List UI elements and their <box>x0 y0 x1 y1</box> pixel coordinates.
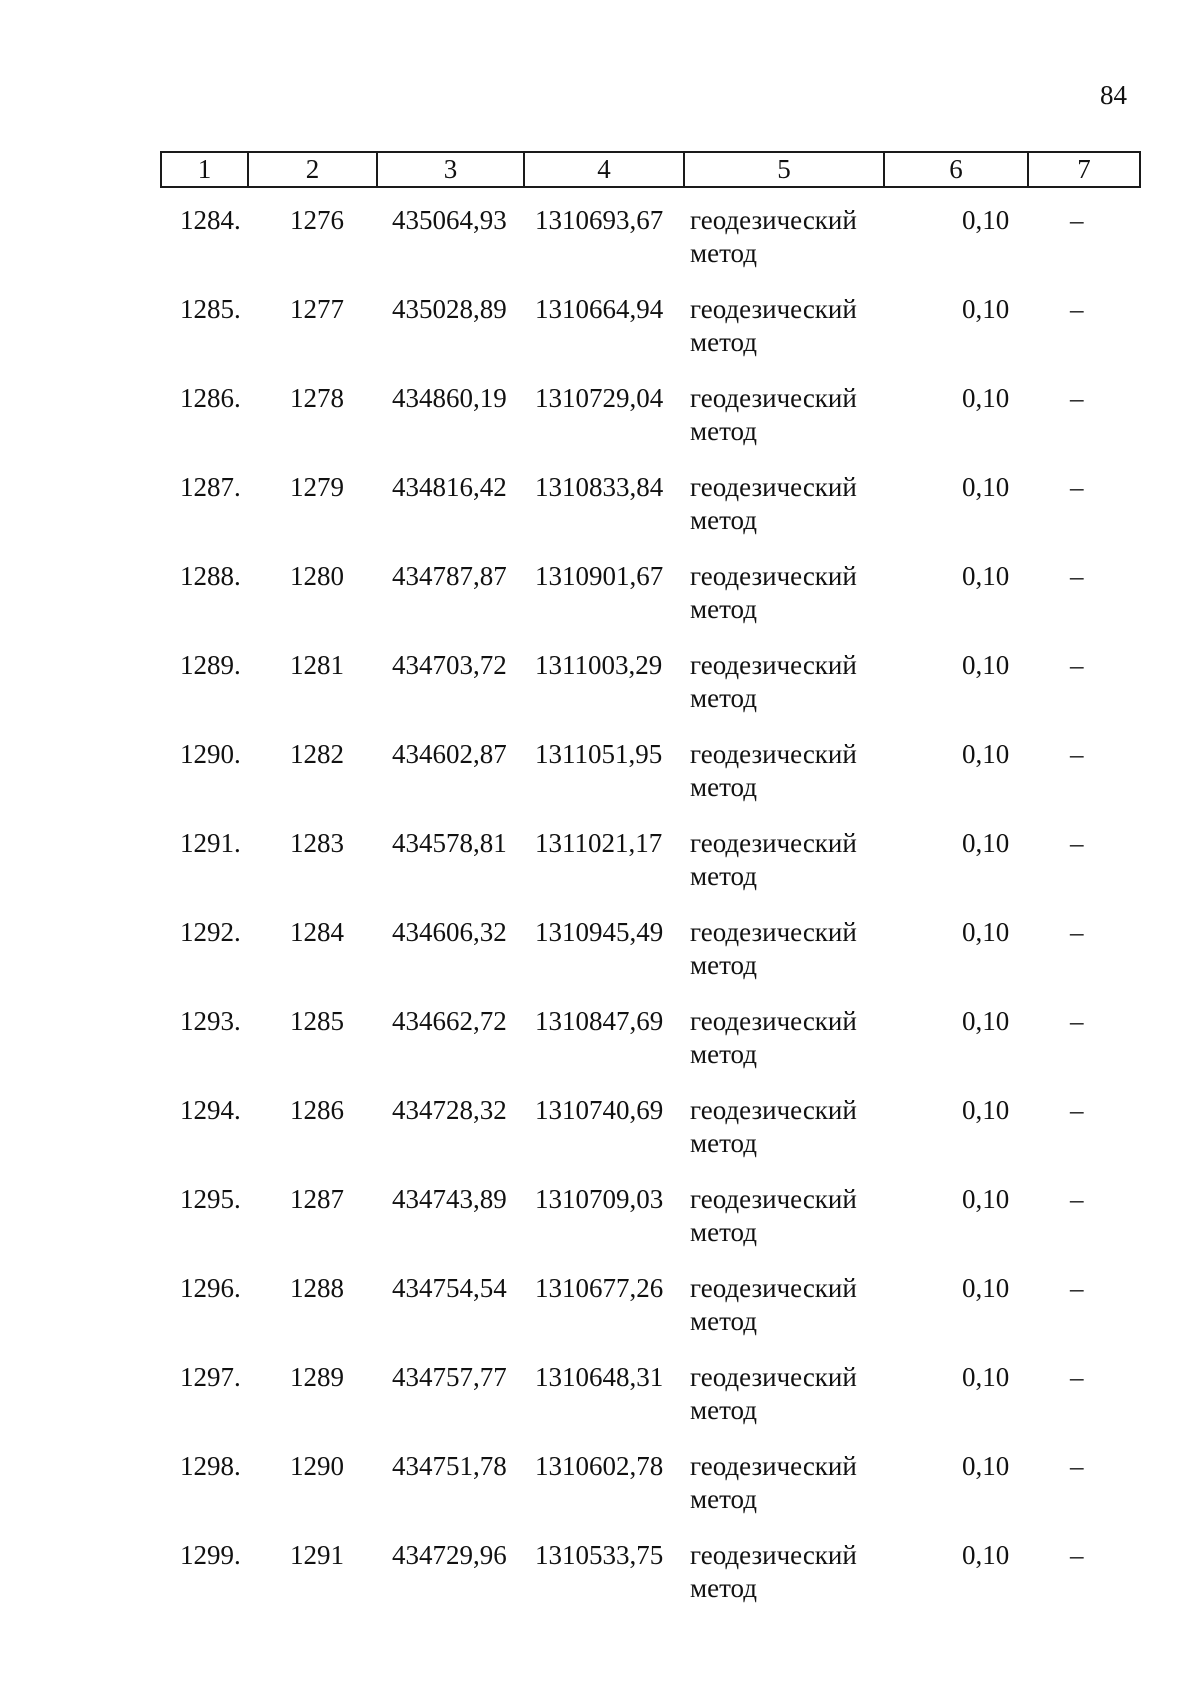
note: – <box>1070 472 1084 502</box>
method: геодезический метод <box>690 1451 857 1514</box>
point-number: 1281 <box>290 650 344 680</box>
point-number: 1277 <box>290 294 344 324</box>
column-header: 3 <box>377 152 524 187</box>
coordinate-y: 1311051,95 <box>535 739 663 769</box>
method: геодезический метод <box>690 383 857 446</box>
row-number: 1294. <box>180 1095 241 1125</box>
row-number: 1292. <box>180 917 241 947</box>
row-number: 1295. <box>180 1184 241 1214</box>
coordinate-x: 434578,81 <box>392 828 507 858</box>
coordinate-x: 434754,54 <box>392 1273 507 1303</box>
note: – <box>1070 1095 1084 1125</box>
coordinate-y: 1310533,75 <box>535 1540 664 1570</box>
row-number: 1289. <box>180 650 241 680</box>
table-row <box>0 1005 1200 1094</box>
table-row <box>0 738 1200 827</box>
coordinate-x: 434703,72 <box>392 650 507 680</box>
point-number: 1276 <box>290 205 344 235</box>
note: – <box>1070 205 1084 235</box>
method: геодезический метод <box>690 561 857 624</box>
column-header: 6 <box>884 152 1028 187</box>
note: – <box>1070 650 1084 680</box>
note: – <box>1070 1362 1084 1392</box>
accuracy: 0,10 <box>962 472 1010 502</box>
column-header: 4 <box>524 152 684 187</box>
coordinate-x: 435064,93 <box>392 205 507 235</box>
coordinate-y: 1310740,69 <box>535 1095 664 1125</box>
accuracy: 0,10 <box>962 1006 1010 1036</box>
coordinate-y: 1310847,69 <box>535 1006 664 1036</box>
point-number: 1286 <box>290 1095 344 1125</box>
row-number: 1288. <box>180 561 241 591</box>
accuracy: 0,10 <box>962 1540 1010 1570</box>
point-number: 1279 <box>290 472 344 502</box>
coordinate-x: 434751,78 <box>392 1451 507 1481</box>
row-number: 1291. <box>180 828 241 858</box>
point-number: 1291 <box>290 1540 344 1570</box>
table-row <box>0 293 1200 382</box>
point-number: 1287 <box>290 1184 344 1214</box>
method: геодезический метод <box>690 739 857 802</box>
coordinate-x: 434787,87 <box>392 561 507 591</box>
accuracy: 0,10 <box>962 828 1010 858</box>
column-header: 2 <box>248 152 377 187</box>
note: – <box>1070 1451 1084 1481</box>
coordinate-y: 1310945,49 <box>535 917 664 947</box>
coordinate-x: 434606,32 <box>392 917 507 947</box>
method: геодезический метод <box>690 650 857 713</box>
coordinate-y: 1311003,29 <box>535 650 663 680</box>
accuracy: 0,10 <box>962 383 1010 413</box>
column-header-row <box>161 152 1140 187</box>
method: геодезический метод <box>690 294 857 357</box>
coordinate-x: 435028,89 <box>392 294 507 324</box>
point-number: 1290 <box>290 1451 344 1481</box>
accuracy: 0,10 <box>962 294 1010 324</box>
coordinate-x: 434729,96 <box>392 1540 507 1570</box>
point-number: 1289 <box>290 1362 344 1392</box>
note: – <box>1070 1540 1084 1570</box>
row-number: 1298. <box>180 1451 241 1481</box>
method: геодезический метод <box>690 205 857 268</box>
point-number: 1288 <box>290 1273 344 1303</box>
accuracy: 0,10 <box>962 917 1010 947</box>
method: геодезический метод <box>690 917 857 980</box>
table-row <box>0 649 1200 738</box>
coordinate-y: 1310901,67 <box>535 561 664 591</box>
method: геодезический метод <box>690 1362 857 1425</box>
table-row <box>0 916 1200 1005</box>
table-row <box>0 471 1200 560</box>
note: – <box>1070 1184 1084 1214</box>
point-number: 1285 <box>290 1006 344 1036</box>
table-row <box>0 1539 1200 1628</box>
method: геодезический метод <box>690 828 857 891</box>
accuracy: 0,10 <box>962 1273 1010 1303</box>
note: – <box>1070 1273 1084 1303</box>
point-number: 1282 <box>290 739 344 769</box>
accuracy: 0,10 <box>962 1362 1010 1392</box>
table-body <box>0 204 1200 1628</box>
point-number: 1284 <box>290 917 344 947</box>
method: геодезический метод <box>690 1184 857 1247</box>
table-row <box>0 1450 1200 1539</box>
row-number: 1285. <box>180 294 241 324</box>
coordinate-x: 434757,77 <box>392 1362 507 1392</box>
row-number: 1296. <box>180 1273 241 1303</box>
method: геодезический метод <box>690 1540 857 1603</box>
note: – <box>1070 1006 1084 1036</box>
column-header: 7 <box>1028 152 1140 187</box>
row-number: 1299. <box>180 1540 241 1570</box>
coordinate-y: 1310677,26 <box>535 1273 664 1303</box>
note: – <box>1070 383 1084 413</box>
table-row <box>0 204 1200 293</box>
accuracy: 0,10 <box>962 1184 1010 1214</box>
coordinate-x: 434728,32 <box>392 1095 507 1125</box>
coordinate-y: 1310709,03 <box>535 1184 664 1214</box>
point-number: 1278 <box>290 383 344 413</box>
note: – <box>1070 739 1084 769</box>
table-row <box>0 382 1200 471</box>
row-number: 1286. <box>180 383 241 413</box>
coordinate-x: 434662,72 <box>392 1006 507 1036</box>
accuracy: 0,10 <box>962 1095 1010 1125</box>
note: – <box>1070 561 1084 591</box>
coordinate-y: 1310693,67 <box>535 205 664 235</box>
table-row <box>0 560 1200 649</box>
accuracy: 0,10 <box>962 1451 1010 1481</box>
note: – <box>1070 917 1084 947</box>
method: геодезический метод <box>690 1273 857 1336</box>
coordinate-y: 1310664,94 <box>535 294 664 324</box>
accuracy: 0,10 <box>962 561 1010 591</box>
column-header: 1 <box>161 152 248 187</box>
coordinate-x: 434816,42 <box>392 472 507 502</box>
table-row <box>0 1272 1200 1361</box>
row-number: 1290. <box>180 739 241 769</box>
table-row <box>0 1361 1200 1450</box>
row-number: 1284. <box>180 205 241 235</box>
method: геодезический метод <box>690 1006 857 1069</box>
coordinate-x: 434860,19 <box>392 383 507 413</box>
coordinate-y: 1311021,17 <box>535 828 663 858</box>
note: – <box>1070 828 1084 858</box>
accuracy: 0,10 <box>962 739 1010 769</box>
coordinate-y: 1310648,31 <box>535 1362 664 1392</box>
coordinate-y: 1310833,84 <box>535 472 664 502</box>
point-number: 1283 <box>290 828 344 858</box>
table-row <box>0 1183 1200 1272</box>
coordinate-y: 1310729,04 <box>535 383 664 413</box>
table-row <box>0 827 1200 916</box>
method: геодезический метод <box>690 1095 857 1158</box>
table-row <box>0 1094 1200 1183</box>
row-number: 1287. <box>180 472 241 502</box>
column-header: 5 <box>684 152 884 187</box>
coordinate-x: 434743,89 <box>392 1184 507 1214</box>
accuracy: 0,10 <box>962 205 1010 235</box>
column-header-table <box>160 151 1141 188</box>
row-number: 1297. <box>180 1362 241 1392</box>
accuracy: 0,10 <box>962 650 1010 680</box>
coordinate-y: 1310602,78 <box>535 1451 664 1481</box>
coordinate-x: 434602,87 <box>392 739 507 769</box>
page-number: 84 <box>1100 80 1127 110</box>
point-number: 1280 <box>290 561 344 591</box>
method: геодезический метод <box>690 472 857 535</box>
row-number: 1293. <box>180 1006 241 1036</box>
note: – <box>1070 294 1084 324</box>
